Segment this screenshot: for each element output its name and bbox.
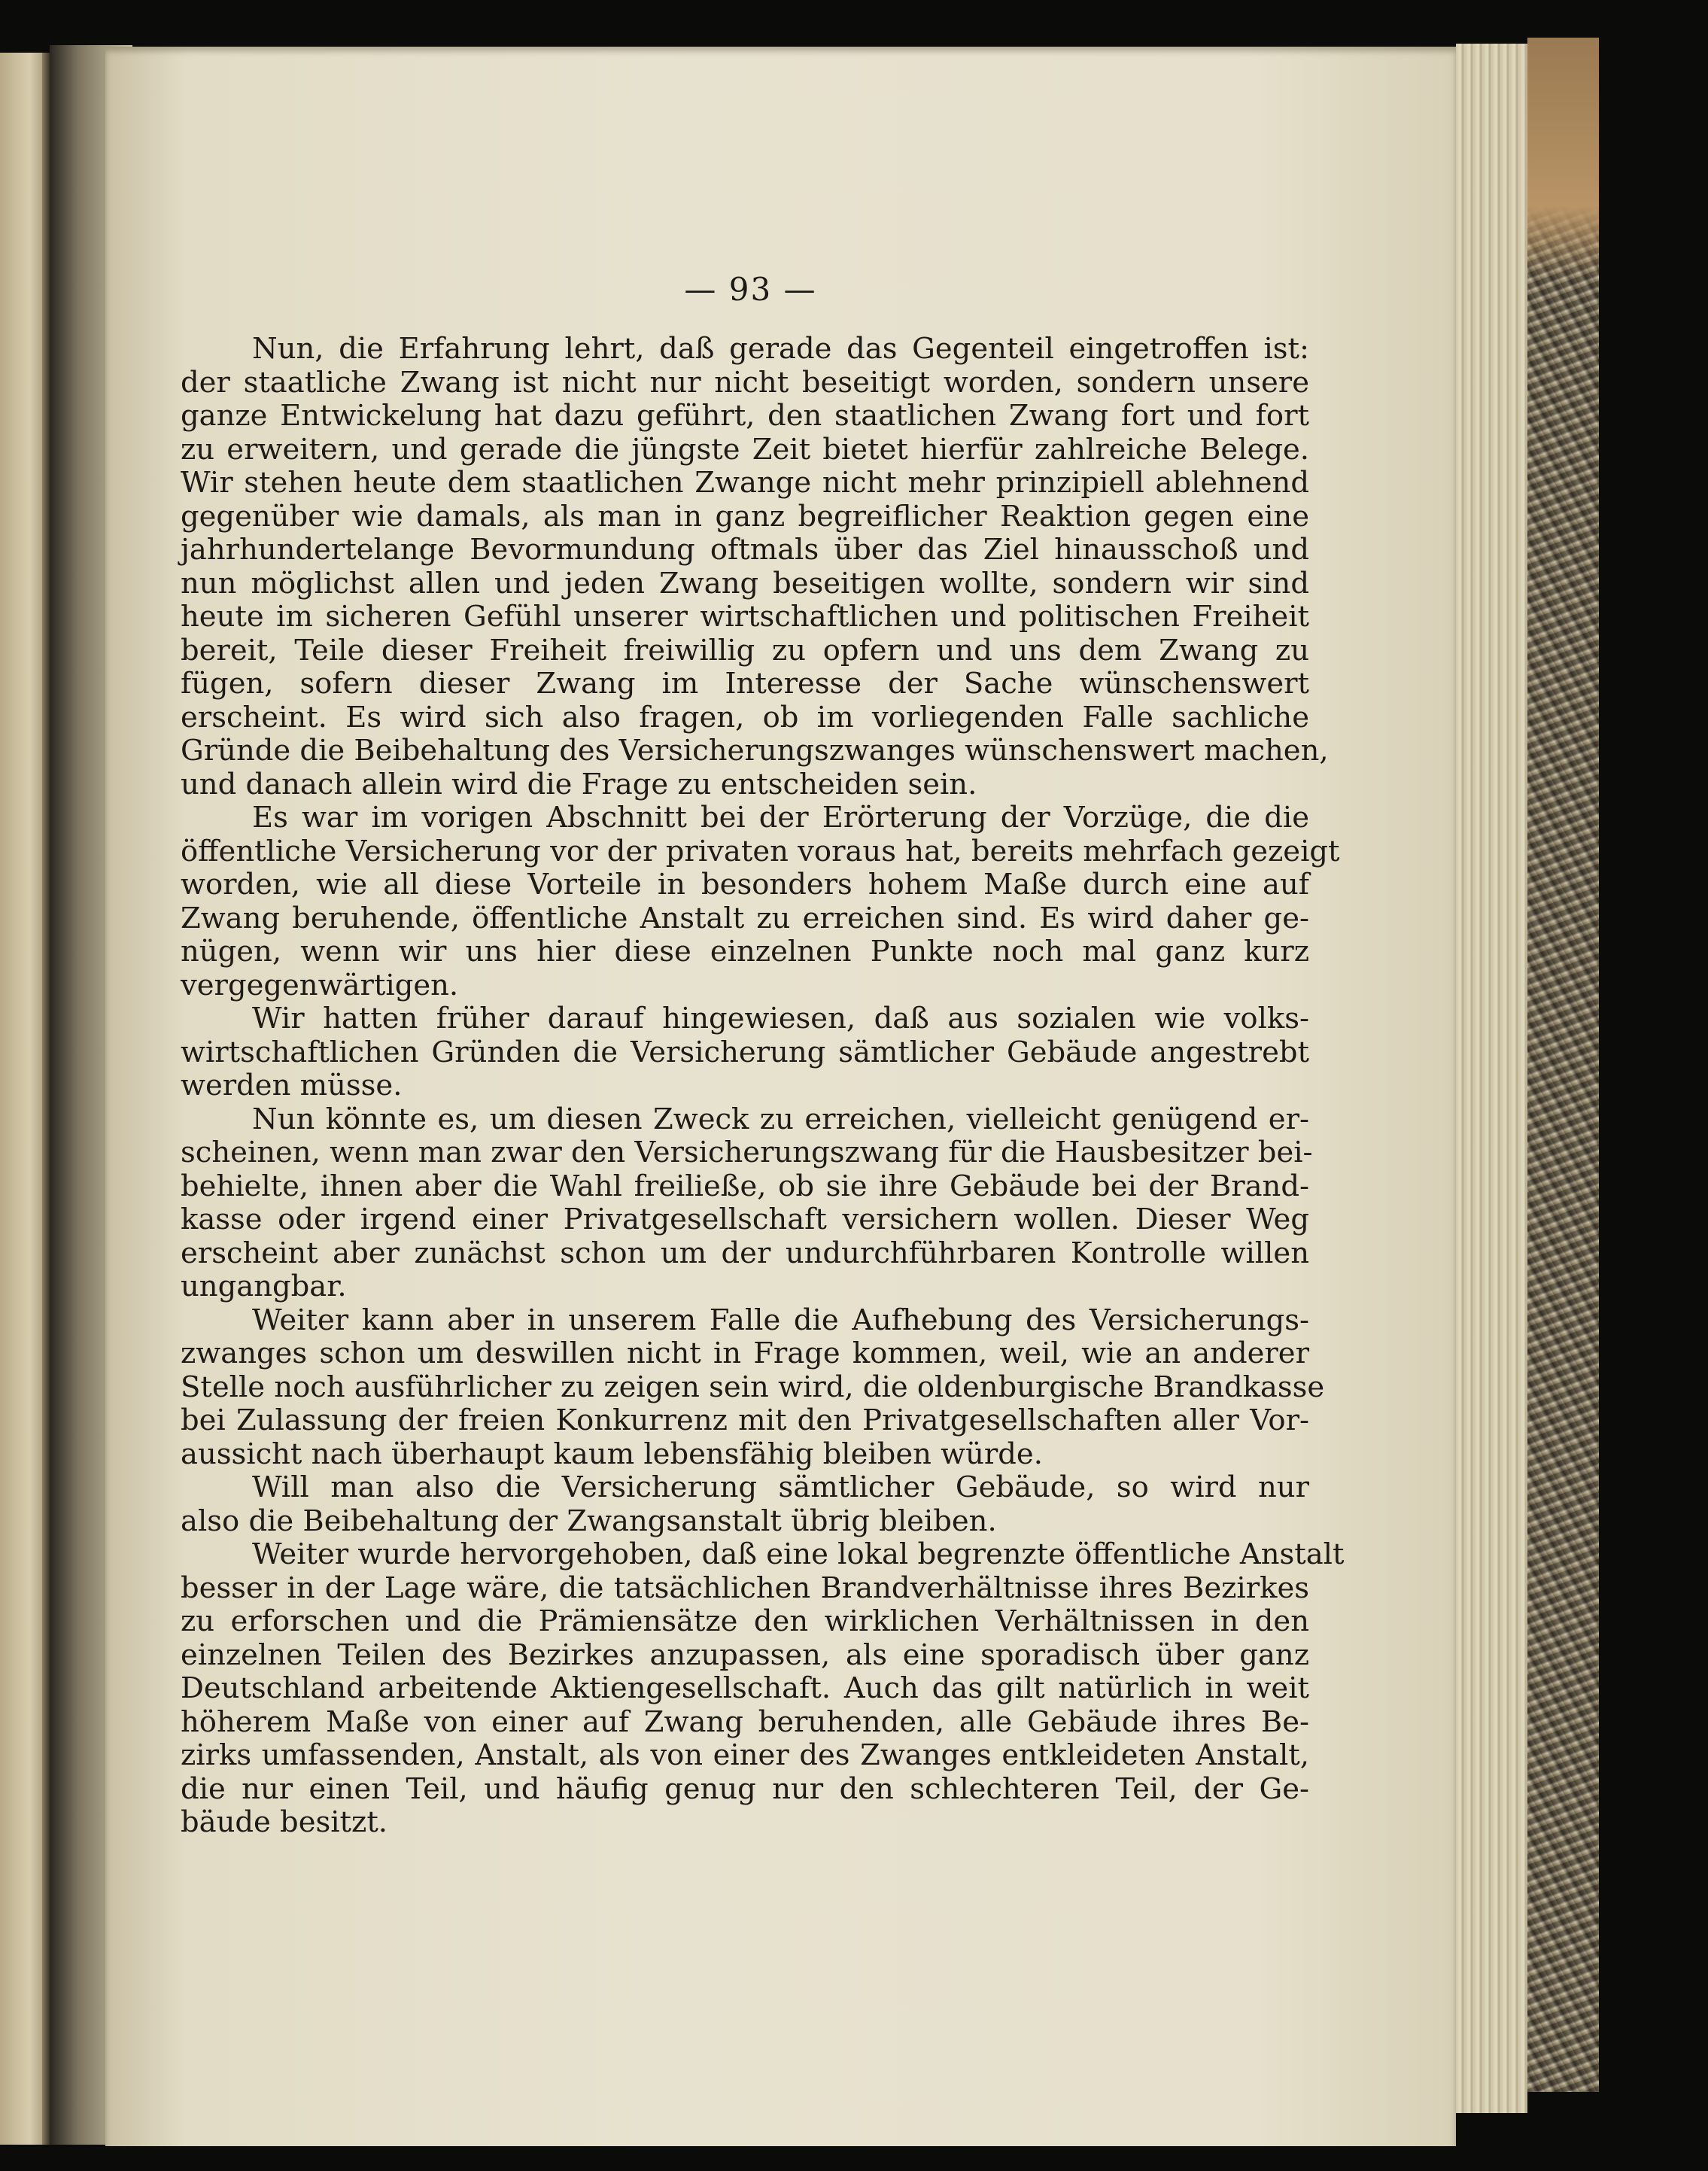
text-line: zu erforschen und die Prämiensätze den wirklichen Verhältnissen in den [181, 1604, 1309, 1638]
text-line: Zwang beruhende, öffentliche Anstalt zu erreichen sind. Es wird daher ge- [181, 901, 1309, 935]
text-line: heute im sicheren Gefühl unserer wirtschaftlichen und politischen Freiheit [181, 600, 1309, 634]
text-line: und danach allein wird die Frage zu entscheiden sein. [181, 767, 977, 801]
left-facing-page-edge [0, 53, 50, 2145]
page-edges [1456, 44, 1527, 2113]
body-text [181, 332, 1345, 1840]
text-line: jahrhundertelange Bevormundung oftmals über das Ziel hinausschoß und [181, 533, 1309, 567]
text-line: zirks umfassenden, Anstalt, als von einer des Zwanges entkleideten Anstalt, [181, 1738, 1309, 1772]
text-line: nun möglichst allen und jeden Zwang beseitigen wollte, sondern wir sind [181, 566, 1309, 601]
text-line: gegenüber wie damals, als man in ganz begreiflicher Reaktion gegen eine [181, 499, 1309, 534]
text-line: einzelnen Teilen des Bezirkes anzupassen, als eine sporadisch über ganz [181, 1637, 1309, 1672]
text-line: höherem Maße von einer auf Zwang beruhenden, alle Gebäude ihres Be- [181, 1704, 1309, 1739]
paragraph [181, 332, 1329, 801]
text-line: Nun könnte es, um diesen Zweck zu erreichen, vielleicht genügend er- [252, 1102, 1309, 1136]
paragraph [181, 1002, 1309, 1103]
text-line: scheinen, wenn man zwar den Versicherungszwang für die Hausbesitzer bei- [181, 1136, 1313, 1169]
text-line: besser in der Lage wäre, die tatsächlichen Brandverhältnisse ihres Bezirkes [181, 1570, 1309, 1605]
text-line: behielte, ihnen aber die Wahl freiließe, ob sie ihre Gebäude bei der Brand- [181, 1169, 1309, 1203]
text-line: erscheint. Es wird sich also fragen, ob im vorliegenden Falle sachliche [181, 700, 1309, 734]
book-page [105, 47, 1456, 2146]
text-line: kasse oder irgend einer Privatgesellschaft versichern wollen. Dieser Weg [181, 1203, 1309, 1236]
text-line: Es war im vorigen Abschnitt bei der Erörterung der Vorzüge, die die [252, 801, 1309, 835]
text-line: Weiter kann aber in unserem Falle die Aufhebung des Versicherungs- [252, 1303, 1309, 1337]
text-line: bäude besitzt. [181, 1805, 388, 1839]
text-line: aussicht nach überhaupt kaum lebensfähig bleiben würde. [181, 1437, 1043, 1471]
text-line: Weiter wurde hervorgehoben, daß eine lokal begrenzte öffentliche Anstalt [252, 1537, 1345, 1571]
text-line: vergegenwärtigen. [181, 968, 459, 1002]
text-line: ungangbar. [181, 1269, 347, 1303]
paragraph [181, 1471, 1309, 1538]
paragraph [181, 1537, 1345, 1840]
text-line: wirtschaftlichen Gründen die Versicherung sämtlicher Gebäude angestrebt [181, 1035, 1309, 1069]
marbled-cover [1527, 38, 1599, 2092]
text-line: bereit, Teile dieser Freiheit freiwillig zu opfern und uns dem Zwang zu [181, 633, 1309, 667]
paragraph [181, 1102, 1313, 1304]
paragraph [181, 801, 1340, 1002]
text-line: Stelle noch ausführlicher zu zeigen sein wird, die oldenburgische Brandkasse [181, 1370, 1325, 1404]
text-line: werden müsse. [181, 1069, 403, 1102]
text-line: also die Beibehaltung der Zwangsanstalt übrig bleiben. [181, 1504, 997, 1538]
text-line: bei Zulassung der freien Konkurrenz mit den Privatgesellschaften aller Vor- [181, 1403, 1309, 1437]
text-line: die nur einen Teil, und häufig genug nur den schlechteren Teil, der Ge- [181, 1771, 1309, 1806]
text-line: öffentliche Versicherung vor der privaten voraus hat, bereits mehrfach gezeigt [181, 834, 1340, 868]
text-line: zu erweitern, und gerade die jüngste Zeit bietet hierfür zahlreiche Belege. [181, 432, 1309, 467]
text-line: Wir stehen heute dem staatlichen Zwange nicht mehr prinzipiell ablehnend [181, 466, 1309, 500]
text-line: Nun, die Erfahrung lehrt, daß gerade das Gegenteil eingetroffen ist: [252, 332, 1309, 366]
text-line: Wir hatten früher darauf hingewiesen, daß aus sozialen wie volks- [252, 1002, 1309, 1035]
paragraph [181, 1303, 1325, 1472]
text-line: ganze Entwickelung hat dazu geführt, den staatlichen Zwang fort und fort [181, 399, 1309, 433]
text-line: Will man also die Versicherung sämtlicher Gebäude, so wird nur [252, 1470, 1309, 1504]
text-line: Deutschland arbeitende Aktiengesellschaft. Auch das gilt natürlich in weit [181, 1671, 1309, 1705]
text-line: Gründe die Beibehaltung des Versicherungszwanges wünschenswert machen, [181, 734, 1329, 768]
page-number: — 93 — [684, 271, 817, 308]
text-line: worden, wie all diese Vorteile in besonders hohem Maße durch eine auf [181, 868, 1309, 902]
text-line: nügen, wenn wir uns hier diese einzelnen Punkte noch mal ganz kurz [181, 935, 1309, 968]
text-line: zwanges schon um deswillen nicht in Frage kommen, weil, wie an anderer [181, 1336, 1309, 1370]
text-line: fügen, sofern dieser Zwang im Interesse der Sache wünschenswert [181, 667, 1309, 701]
text-line: erscheint aber zunächst schon um der undurchführbaren Kontrolle willen [181, 1236, 1309, 1270]
text-line: der staatliche Zwang ist nicht nur nicht beseitigt worden, sondern unsere [181, 365, 1309, 400]
